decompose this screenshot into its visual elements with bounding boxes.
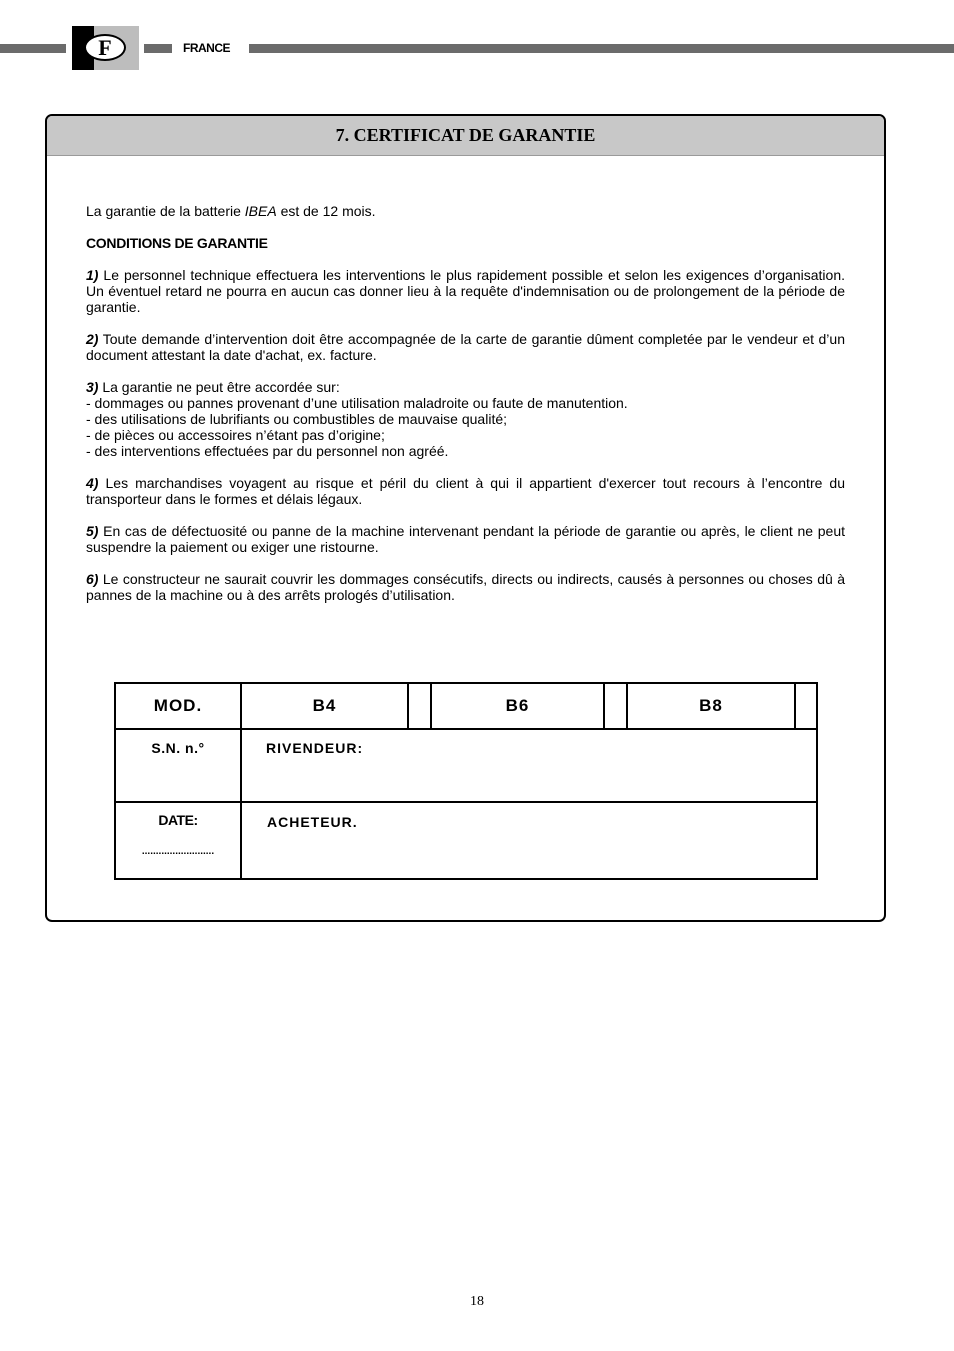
condition-4: [86, 475, 845, 507]
exclusion-item: - de pièces ou accessoires n’étant pas d’origine;: [86, 427, 385, 443]
condition-text: Le constructeur ne saurait couvrir les dommages consécutifs, directs ou indirects, causés à personnes ou choses dû à pannes de la machine ou à des arrêts prologés d’utilisation.: [86, 571, 845, 603]
table-divider: [116, 801, 816, 803]
intro-before: La garantie de la batterie: [86, 203, 245, 219]
condition-text: Toute demande d’intervention doit être accompagnée de la carte de garantie dûment completée par le vendeur et d’un document attestant la date d'achat, ex. facture.: [86, 331, 845, 363]
exclusion-item: - des utilisations de lubrifiants ou combustibles de mauvaise qualité;: [86, 411, 508, 427]
buyer-label: ACHETEUR.: [267, 814, 358, 830]
condition-text: En cas de défectuosité ou panne de la machine intervenant pendant la période de garantie ou après, le client ne peut suspendre la paiement ou exiger une ristourne.: [86, 523, 845, 555]
intro-brand: IBEA: [244, 203, 277, 219]
condition-text: Le personnel technique effectuera les interventions le plus rapidement possible et selon les exigences d’organisation. Un éventuel retard ne pourra en aucun cas donner lieu à la requête d'indemnisation ou de prolongement de la période de garantie.: [86, 267, 845, 315]
header-rule-mid: [144, 44, 172, 53]
header-country: FRANCE: [183, 41, 230, 55]
model-b8: B8: [699, 696, 723, 715]
condition-number: 5): [86, 523, 99, 539]
condition-number: 4): [86, 475, 99, 491]
language-badge: [84, 34, 126, 61]
intro-line: [86, 203, 845, 219]
mod-label: MOD.: [153, 696, 203, 715]
exclusion-item: - des interventions effectuées par du personnel non agréé.: [86, 443, 449, 459]
section-title: 7. CERTIFICAT DE GARANTIE: [47, 116, 884, 156]
exclusion-item: - dommages ou pannes provenant d’une utilisation maladroite ou faute de manutention.: [86, 395, 628, 411]
table-divider: [116, 728, 816, 730]
date-dots: ..........................: [141, 845, 215, 857]
page-number: 18: [470, 1294, 484, 1309]
condition-text: La garantie ne peut être accordée sur:: [98, 379, 340, 395]
header-rule-right: [249, 44, 954, 53]
condition-2: [86, 331, 845, 363]
condition-number: 1): [86, 267, 99, 283]
reseller-label: RIVENDEUR:: [266, 740, 364, 756]
condition-5: [86, 523, 845, 555]
serial-number-label: S.N. n.°: [151, 740, 205, 756]
condition-1: [86, 267, 845, 315]
header-rule-left: [0, 44, 66, 53]
condition-number: 2): [86, 331, 99, 347]
condition-6: [86, 571, 845, 603]
table-divider: [603, 684, 605, 730]
model-b4: B4: [312, 696, 337, 715]
intro-after: est de 12 mois.: [276, 203, 376, 219]
model-b6: B6: [505, 696, 530, 715]
table-divider: [794, 684, 796, 730]
condition-number: 3): [86, 379, 99, 395]
warranty-text: [86, 203, 845, 603]
warranty-card-table: [114, 682, 818, 880]
date-label: DATE:: [158, 812, 198, 828]
table-divider: [407, 684, 409, 730]
condition-3: [86, 379, 845, 395]
language-letter: F: [98, 34, 112, 60]
condition-number: 6): [86, 571, 99, 587]
conditions-title: CONDITIONS DE GARANTIE: [86, 235, 268, 251]
condition-text: Les marchandises voyagent au risque et péril du client à qui il appartient d'exercer tout recours à l’encontre du transporteur dans le formes et délais légaux.: [86, 475, 845, 507]
